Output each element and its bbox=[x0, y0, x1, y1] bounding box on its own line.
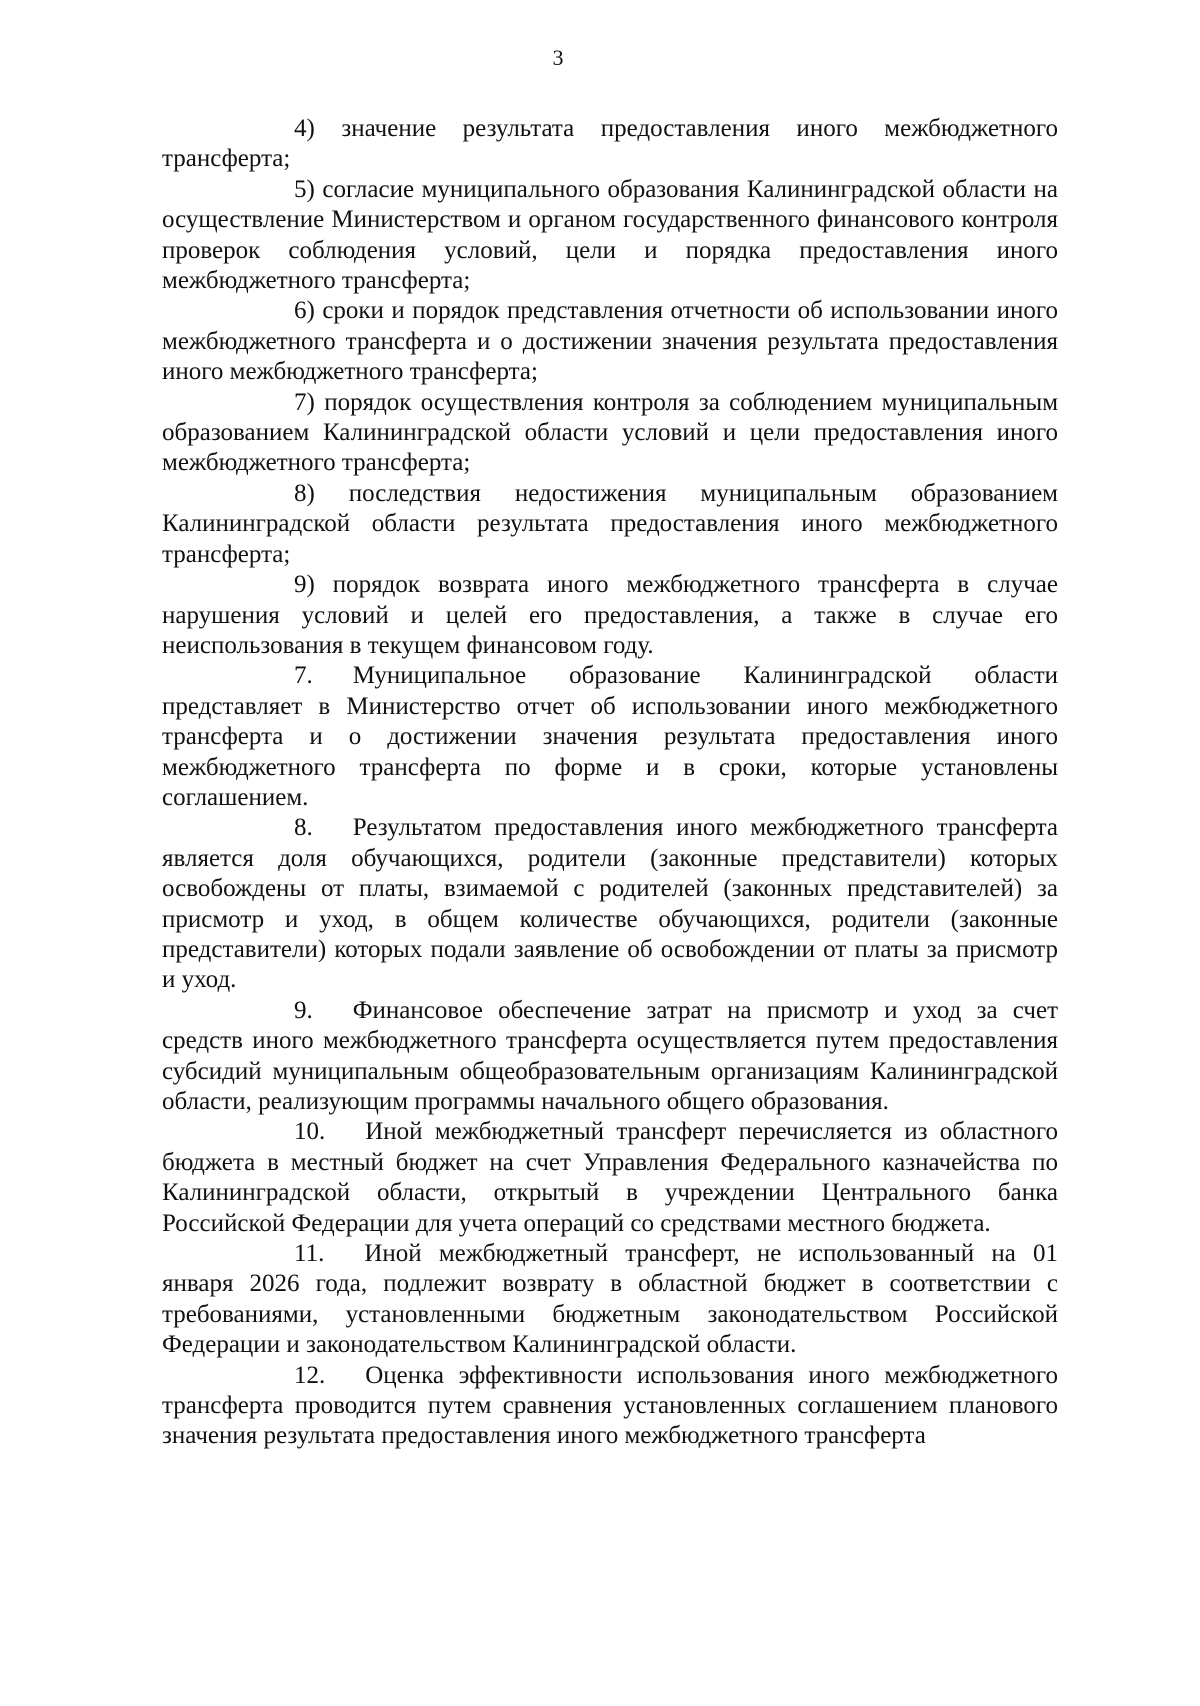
item-number: 4) bbox=[294, 115, 315, 142]
clause-8 bbox=[162, 813, 1058, 995]
clause-number: 8. bbox=[294, 814, 313, 842]
item-text: сроки и порядок представления отчетности об использовании иного межбюджетного трансферта и о достижении значения результата предоставления иного межбюджетного трансферта; bbox=[162, 297, 1059, 386]
clause-text: Иной межбюджетный трансферт, не использованный на 01 января 2026 года, подлежит возврату в областной бюджет в соответствии с требованиями, установленными бюджетным законодательством Российской Федерации и законодательством Калининградской области. bbox=[162, 1240, 1058, 1359]
clause-12 bbox=[162, 1361, 1058, 1452]
clause-text: Иной межбюджетный трансферт перечисляется из областного бюджета в местный бюджет на счет Управления Федерального казначейства по Калининградской области, открытый в учреждении Центрального банка Российской Федерации для учета операций со средствами местного бюджета. bbox=[162, 1118, 1058, 1237]
clause-text: Финансовое обеспечение затрат на присмотр и уход за счет средств иного межбюджетного трансферта осуществляется путем предоставления субсидий муниципальным общеобразовательным организациям Калининградской области, реализующим программы начального общего образования. bbox=[162, 996, 1058, 1115]
clause-number: 12. bbox=[294, 1361, 326, 1389]
clause-9 bbox=[162, 996, 1058, 1118]
document-body bbox=[162, 114, 1058, 1452]
item-text: согласие муниципального образования Калининградской области на осуществление Министерством и органом государственного финансового контроля проверок соблюдения условий, цели и порядка предоставления иного межбюджетного трансферта; bbox=[162, 175, 1059, 295]
item-number: 6) bbox=[294, 297, 315, 325]
item-text: порядок осуществления контроля за соблюдением муниципальным образованием Калининградской области условий и цели предоставления иного межбюджетного трансферта; bbox=[162, 388, 1059, 477]
clause-number: 10. bbox=[294, 1118, 326, 1146]
item-number: 7) bbox=[294, 388, 315, 416]
clause-number: 9. bbox=[294, 996, 313, 1024]
clause-11 bbox=[162, 1239, 1058, 1361]
item-text: значение результата предоставления иного межбюджетного трансферта; bbox=[162, 115, 1058, 173]
clause-text: Муниципальное образование Калининградской области представляет в Министерство отчет об использовании иного межбюджетного трансферта и о достижении значения результата предоставления иного межбюджетного трансферта по форме и в сроки, которые установлены соглашением. bbox=[162, 662, 1058, 811]
clause-text: Оценка эффективности использования иного межбюджетного трансферта проводится путем сравнения установленных соглашением планового значения результата предоставления иного межбюджетного трансферта bbox=[162, 1361, 1058, 1450]
list-item-6 bbox=[162, 296, 1058, 387]
page-number: 3 bbox=[552, 45, 564, 70]
item-number: 5) bbox=[294, 175, 315, 203]
clause-number: 7. bbox=[294, 662, 313, 690]
clause-number: 11. bbox=[294, 1240, 325, 1268]
list-item-8 bbox=[162, 479, 1058, 570]
list-item-5 bbox=[162, 175, 1058, 297]
list-item-9 bbox=[162, 570, 1058, 661]
clause-7 bbox=[162, 661, 1058, 813]
list-item-7 bbox=[162, 388, 1058, 479]
item-text: порядок возврата иного межбюджетного трансферта в случае нарушения условий и целей его предоставления, а также в случае его неиспользования в текущем финансовом году. bbox=[162, 571, 1058, 659]
item-number: 8) bbox=[294, 479, 315, 507]
item-text: последствия недостижения муниципальным образованием Калининградской области результата предоставления иного межбюджетного трансферта; bbox=[162, 479, 1058, 568]
clause-text: Результатом предоставления иного межбюджетного трансферта является доля обучающихся, родители (законные представители) которых освобождены от платы, взимаемой с родителей (законных представителей) за присмотр и уход, в общем количестве обучающихся, родители (законные представители) которых подали заявление об освобождении от платы за присмотр и уход. bbox=[162, 814, 1058, 994]
item-number: 9) bbox=[294, 571, 315, 599]
clause-10 bbox=[162, 1117, 1058, 1239]
list-item-4 bbox=[162, 114, 1058, 175]
